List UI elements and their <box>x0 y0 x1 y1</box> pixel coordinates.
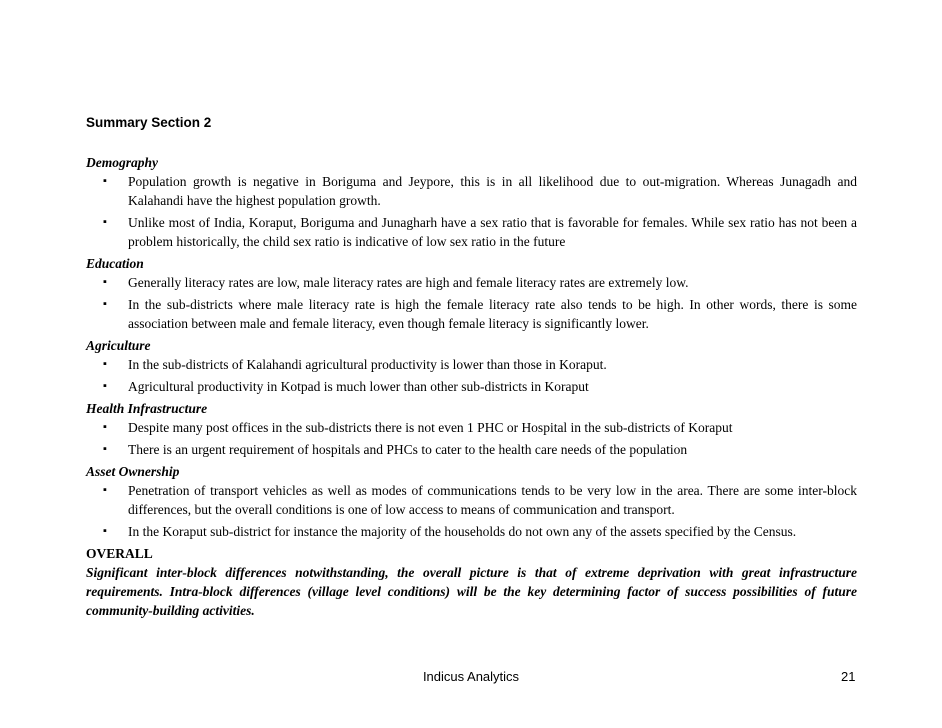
bullet-icon: ▪ <box>103 421 107 433</box>
bullet-icon: ▪ <box>103 298 107 310</box>
bullet-text: Agricultural productivity in Kotpad is much lower than other sub-districts in Koraput <box>128 379 589 394</box>
section-title: Health Infrastructure <box>86 401 208 416</box>
section-title: Agriculture <box>86 338 151 353</box>
overall-heading: OVERALL <box>86 546 153 561</box>
bullet-icon: ▪ <box>103 484 107 496</box>
bullet-icon: ▪ <box>103 276 107 288</box>
section-education <box>86 254 857 333</box>
list-item <box>86 440 857 459</box>
bullet-text: In the sub-districts where male literacy rate is high the female literacy rate also tends to be high. In other words, there is some association between male and female literacy, even though female literacy is significantly lower. <box>128 297 857 331</box>
bullet-list <box>86 172 857 251</box>
list-item <box>86 213 857 251</box>
bullet-icon: ▪ <box>103 525 107 537</box>
bullet-text: There is an urgent requirement of hospitals and PHCs to cater to the health care needs of the population <box>128 442 688 457</box>
bullet-list <box>86 418 857 459</box>
bullet-icon: ▪ <box>103 358 107 370</box>
bullet-icon: ▪ <box>103 443 107 455</box>
section-asset-ownership <box>86 462 857 541</box>
summary-content <box>86 153 857 620</box>
overall-conclusion: Significant inter-block differences notwithstanding, the overall picture is that of extreme deprivation with great infrastructure requirements. Intra-block differences (village level conditions) will be the key determining factor of success possibilities of future community-building activities. <box>86 565 857 618</box>
footer-company: Indicus Analytics <box>422 669 520 684</box>
bullet-text: Generally literacy rates are low, male literacy rates are high and female literacy rates are extremely low. <box>128 275 689 290</box>
bullet-icon: ▪ <box>103 380 107 392</box>
section-title: Education <box>86 256 144 271</box>
list-item <box>86 377 857 396</box>
section-agriculture <box>86 336 857 396</box>
bullet-list <box>86 481 857 541</box>
bullet-icon: ▪ <box>103 175 107 187</box>
bullet-text: Population growth is negative in Boriguma and Jeypore, this is in all likelihood due to out-migration. Whereas Junagadh and Kalahandi have the highest population growth. <box>128 174 857 208</box>
section-title: Asset Ownership <box>86 464 180 479</box>
list-item <box>86 418 857 437</box>
summary-heading: Summary Section 2 <box>86 115 212 130</box>
bullet-list <box>86 355 857 396</box>
list-item <box>86 172 857 210</box>
list-item <box>86 481 857 519</box>
list-item <box>86 522 857 541</box>
section-title: Demography <box>86 155 158 170</box>
bullet-text: Penetration of transport vehicles as well as modes of communications tends to be very low in the area. There are some inter-block differences, but the overall conditions is one of low access to means of communication and transport. <box>128 483 857 517</box>
bullet-list <box>86 273 857 333</box>
bullet-text: In the Koraput sub-district for instance the majority of the households do not own any of the assets specified by the Census. <box>128 524 797 539</box>
list-item <box>86 355 857 374</box>
section-health-infrastructure <box>86 399 857 459</box>
section-demography <box>86 153 857 251</box>
list-item <box>86 273 857 292</box>
bullet-icon: ▪ <box>103 216 107 228</box>
page-number: 21 <box>841 669 856 684</box>
bullet-text: Despite many post offices in the sub-districts there is not even 1 PHC or Hospital in the sub-districts of Koraput <box>128 420 733 435</box>
list-item <box>86 295 857 333</box>
bullet-text: In the sub-districts of Kalahandi agricultural productivity is lower than those in Koraput. <box>128 357 607 372</box>
bullet-text: Unlike most of India, Koraput, Boriguma and Junagharh have a sex ratio that is favorable for females. While sex ratio has not been a problem historically, the child sex ratio is indicative of low sex ratio in the future <box>128 215 857 249</box>
